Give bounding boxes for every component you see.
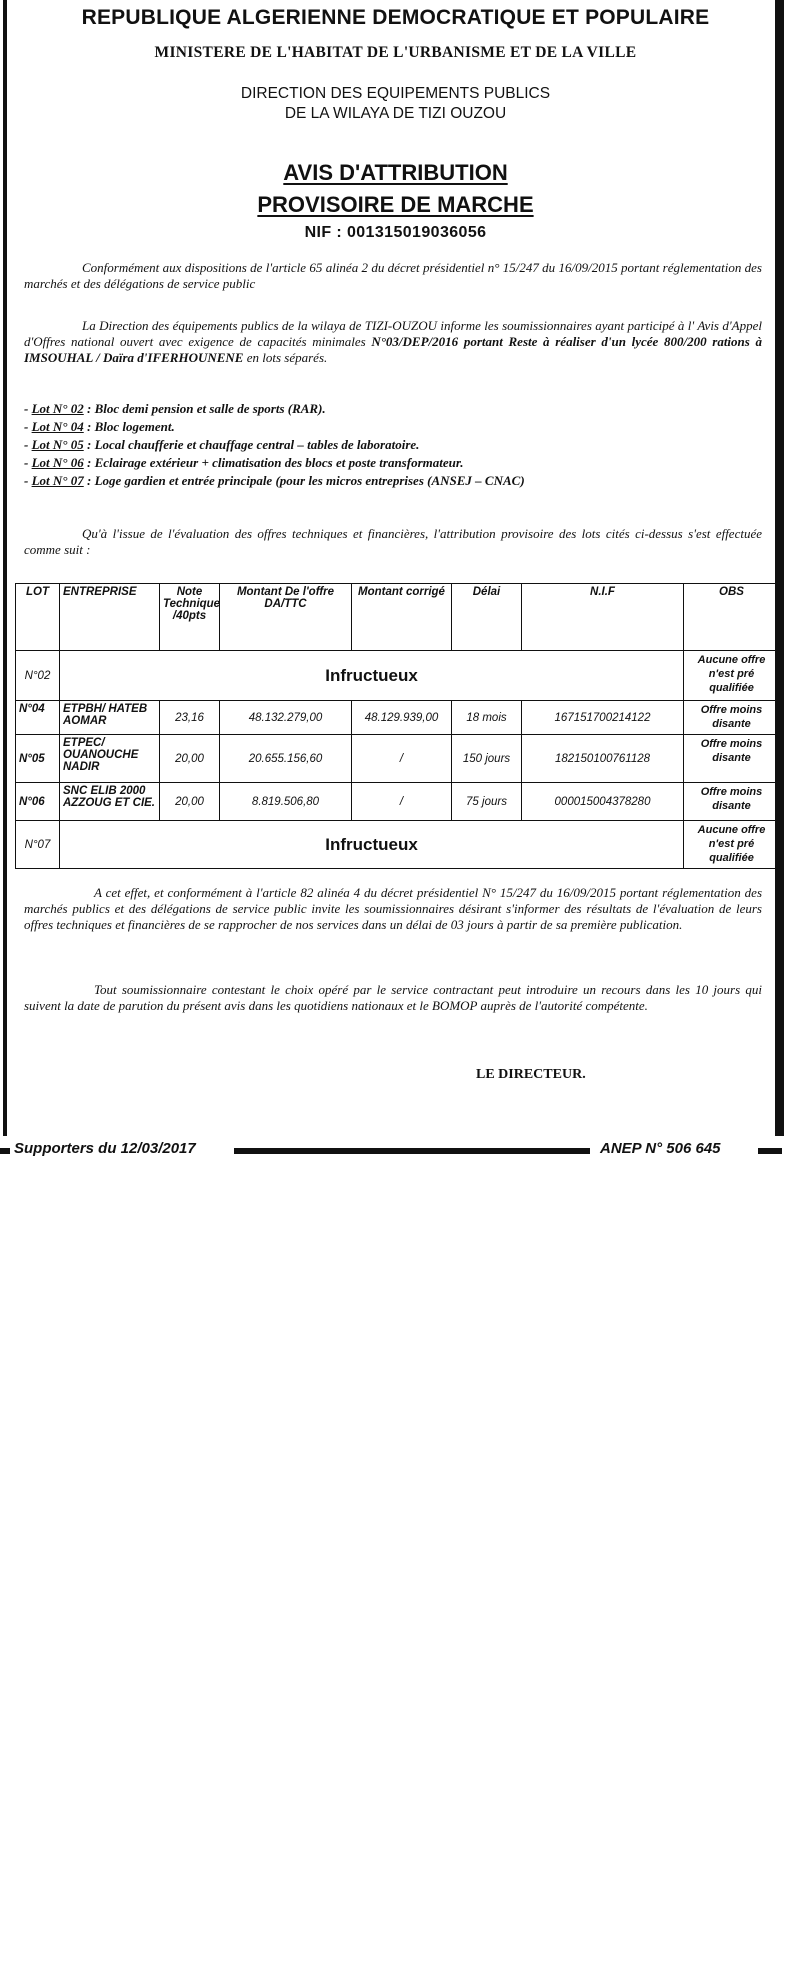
list-item: - Lot N° 02 : Bloc demi pension et salle de sports (RAR). xyxy=(24,401,326,416)
notice-title-line-1 xyxy=(0,160,791,186)
tender-reference: N°03/DEP/2016 portant Reste à réaliser d'un lycée 800/200 rations à IMSOUHAL / Daïra d'IFERHOUNENE xyxy=(24,334,763,365)
lot-description: : Local chaufferie et chauffage central – tables de laboratoire. xyxy=(83,437,420,452)
lot-description: : Eclairage extérieur + climatisation des blocs et poste transformateur. xyxy=(83,455,464,470)
lot-label: Lot N° 06 xyxy=(31,455,84,470)
table-row xyxy=(16,701,780,735)
infructueux-cell: Infructueux xyxy=(60,821,684,869)
lot-label: Lot N° 05 xyxy=(31,437,84,452)
lot-description: : Bloc logement. xyxy=(83,419,175,434)
lot-cell: N°05 xyxy=(16,735,60,783)
list-item: - Lot N° 05 : Local chaufferie et chauffage central – tables de laboratoire. xyxy=(24,437,420,452)
announcement-end: en lots séparés. xyxy=(243,350,328,365)
lot-label: Lot N° 02 xyxy=(31,401,84,416)
signature: LE DIRECTEUR. xyxy=(476,1067,586,1082)
lot-cell: N°07 xyxy=(16,821,60,869)
entreprise-cell: SNC ELIB 2000 AZZOUG ET CIE. xyxy=(60,783,160,821)
list-item: - Lot N° 06 : Eclairage extérieur + climatisation des blocs et poste transformateur. xyxy=(24,455,464,470)
direction-line-1: DIRECTION DES EQUIPEMENTS PUBLICS xyxy=(240,85,551,102)
lot-description: : Loge gardien et entrée principale (pour les micros entreprises (ANSEJ – CNAC) xyxy=(83,473,525,488)
nif-cell: 000015004378280 xyxy=(522,783,684,821)
announcement-paragraph xyxy=(24,318,762,366)
montant-cell: 8.819.506,80 xyxy=(220,783,352,821)
col-header-montant-corrige: Montant corrigé xyxy=(352,584,452,651)
obs-cell: Offre moins disante xyxy=(684,735,780,783)
table-row xyxy=(16,651,780,701)
col-header-note: Note Technique /40pts xyxy=(160,584,220,651)
note-cell: 23,16 xyxy=(160,701,220,735)
anep-number: ANEP N° 506 645 xyxy=(600,1140,721,1157)
list-item: - Lot N° 04 : Bloc logement. xyxy=(24,419,175,434)
entreprise-cell: ETPBH/ HATEB AOMAR xyxy=(60,701,160,735)
obs-cell: Offre moins disante xyxy=(684,783,780,821)
title-text-2: PROVISOIRE DE MARCHE xyxy=(257,192,534,217)
obs-cell: Aucune offre n'est pré qualifiée xyxy=(684,651,780,701)
delai-cell: 75 jours xyxy=(452,783,522,821)
legal-basis-paragraph: Conformément aux dispositions de l'article 65 alinéa 2 du décret présidentiel n° 15/247 du 16/09/2015 portant réglementation des marchés et des délégations de service public xyxy=(24,260,762,291)
col-header-nif: N.I.F xyxy=(522,584,684,651)
footer-rule-left xyxy=(0,1148,10,1154)
closing-paragraph-2: Tout soumissionnaire contestant le choix opéré par le service contractant peut introduire un recours dans les 10 jours qui suivent la date de parution du présent avis dans les quotidiens nationaux et le BOMOP auprès de l'autorité compétente. xyxy=(24,982,762,1013)
footer-rule-right xyxy=(758,1148,782,1154)
republic-heading: REPUBLIQUE ALGERIENNE DEMOCRATIQUE ET POPULAIRE xyxy=(81,6,710,29)
note-cell: 20,00 xyxy=(160,783,220,821)
lot-description: : Bloc demi pension et salle de sports (RAR). xyxy=(83,401,326,416)
entreprise-cell: ETPEC/ OUANOUCHE NADIR xyxy=(60,735,160,783)
note-cell: 20,00 xyxy=(160,735,220,783)
table-row xyxy=(16,735,780,783)
lot-label: Lot N° 04 xyxy=(31,419,84,434)
delai-cell: 150 jours xyxy=(452,735,522,783)
col-header-obs: OBS xyxy=(684,584,780,651)
col-header-lot: LOT xyxy=(16,584,60,651)
direction-line-2: DE LA WILAYA DE TIZI OUZOU xyxy=(284,105,507,122)
list-item: - Lot N° 07 : Loge gardien et entrée principale (pour les micros entreprises (ANSEJ – CNAC) xyxy=(24,473,525,488)
title-text-1: AVIS D'ATTRIBUTION xyxy=(283,160,508,185)
montant-corrige-cell: / xyxy=(352,735,452,783)
infructueux-cell: Infructueux xyxy=(60,651,684,701)
lots-list xyxy=(24,400,764,490)
lot-cell: N°06 xyxy=(16,783,60,821)
col-header-montant: Montant De l'offre DA/TTC xyxy=(220,584,352,651)
montant-corrige-cell: 48.129.939,00 xyxy=(352,701,452,735)
footer-rule-middle xyxy=(234,1148,590,1154)
publication-date: Supporters du 12/03/2017 xyxy=(14,1140,196,1157)
direction-heading xyxy=(0,84,791,124)
notice-title-line-2 xyxy=(0,192,791,218)
lot-label: Lot N° 07 xyxy=(31,473,84,488)
montant-cell: 20.655.156,60 xyxy=(220,735,352,783)
award-table xyxy=(15,583,780,869)
delai-cell: 18 mois xyxy=(452,701,522,735)
col-header-entreprise: ENTREPRISE xyxy=(60,584,160,651)
montant-corrige-cell: / xyxy=(352,783,452,821)
table-row xyxy=(16,783,780,821)
obs-cell: Offre moins disante xyxy=(684,701,780,735)
montant-cell: 48.132.279,00 xyxy=(220,701,352,735)
col-header-delai: Délai xyxy=(452,584,522,651)
nif-number: NIF : 001315019036056 xyxy=(304,224,487,241)
lot-cell: N°02 xyxy=(16,651,60,701)
nif-cell: 182150100761128 xyxy=(522,735,684,783)
obs-cell: Aucune offre n'est pré qualifiée xyxy=(684,821,780,869)
table-header-row xyxy=(16,584,780,651)
ministry-heading: MINISTERE DE L'HABITAT DE L'URBANISME ET DE LA VILLE xyxy=(154,44,637,61)
table-row xyxy=(16,821,780,869)
nif-cell: 167151700214122 xyxy=(522,701,684,735)
publication-footer xyxy=(0,1139,791,1161)
closing-paragraph-1: A cet effet, et conformément à l'article 82 alinéa 4 du décret présidentiel N° 15/247 du 16/09/2015 portant réglementation des marchés publics et des délégations de service public invite les soumissionnaires désirant s'informer des résultats de l'évaluation de leurs offres techniques et financières de se rapprocher de nos services dans un délai de 03 jours à partir de sa première publication. xyxy=(24,885,762,932)
announcement-text: La Direction des équipements publics de la wilaya de TIZI-OUZOU informe les soumissionnaires ayant participé à l' Avis d'Appel d'Offres national ouvert avec exigence de capacités minimales xyxy=(24,318,762,349)
lot-cell: N°04 xyxy=(16,701,60,735)
evaluation-paragraph: Qu'à l'issue de l'évaluation des offres techniques et financières, l'attribution provisoire des lots cités ci-dessus s'est effectuée comme suit : xyxy=(24,526,762,557)
